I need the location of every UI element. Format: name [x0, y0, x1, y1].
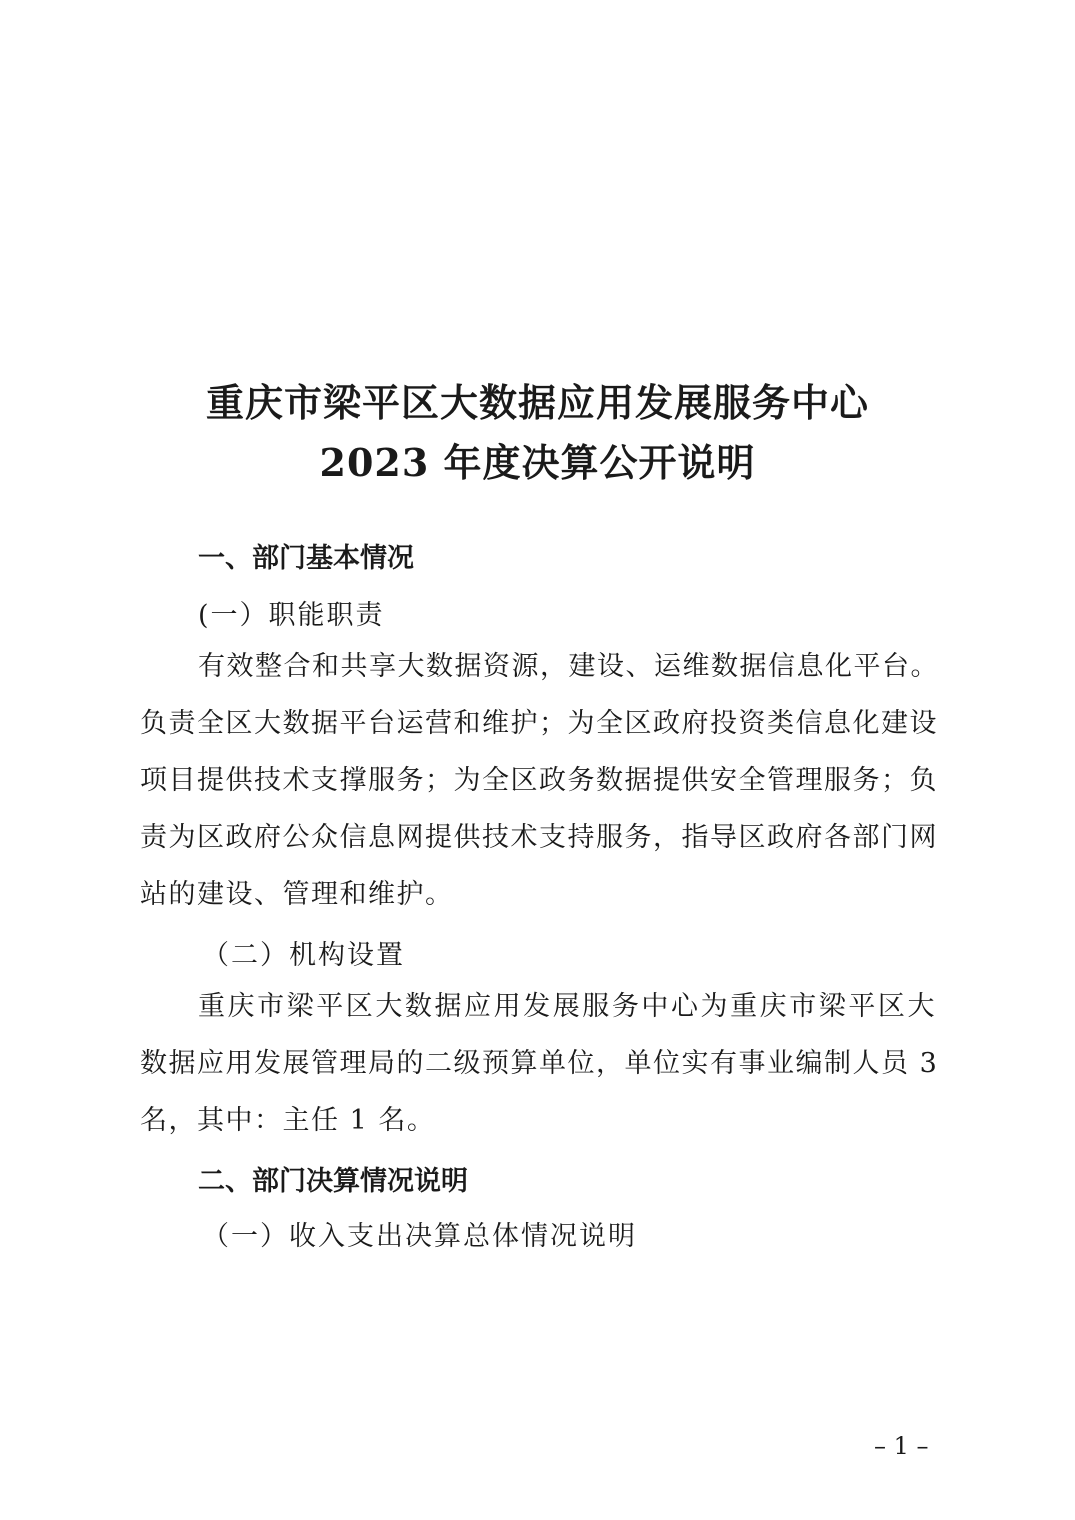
section-1-sub-1-heading: (一）职能职责 [198, 600, 385, 631]
section-2-sub-1-heading: （一）收入支出决算总体情况说明 [202, 1221, 637, 1252]
document-title-line-1: 重庆市梁平区大数据应用发展服务中心 [205, 380, 869, 425]
document-title-line-2: 2023 年度决算公开说明 [319, 440, 756, 485]
paragraph-line: 有效整合和共享大数据资源，建设、运维数据信息化平台。 [198, 651, 939, 682]
section-1-sub-1-paragraph [140, 638, 939, 923]
section-1-heading: 一、部门基本情况 [198, 543, 414, 574]
paragraph-line: 站的建设、管理和维护。 [140, 879, 454, 910]
section-1-sub-2-paragraph [140, 978, 939, 1149]
section-2-heading: 二、部门决算情况说明 [198, 1166, 468, 1197]
paragraph-line: 责为区政府公众信息网提供技术支持服务，指导区政府各部门网 [140, 822, 938, 853]
paragraph-line: 名，其中：主任 1 名。 [140, 1105, 436, 1136]
paragraph-line: 重庆市梁平区大数据应用发展服务中心为重庆市梁平区大 [198, 991, 936, 1022]
page-number: – 1 – [874, 1432, 929, 1460]
section-1-sub-2-heading: （二）机构设置 [202, 940, 405, 971]
paragraph-line: 项目提供技术支撑服务；为全区政务数据提供安全管理服务；负 [140, 765, 938, 796]
paragraph-line: 负责全区大数据平台运营和维护；为全区政府投资类信息化建设 [140, 708, 938, 739]
paragraph-line: 数据应用发展管理局的二级预算单位，单位实有事业编制人员 3 [140, 1048, 939, 1079]
